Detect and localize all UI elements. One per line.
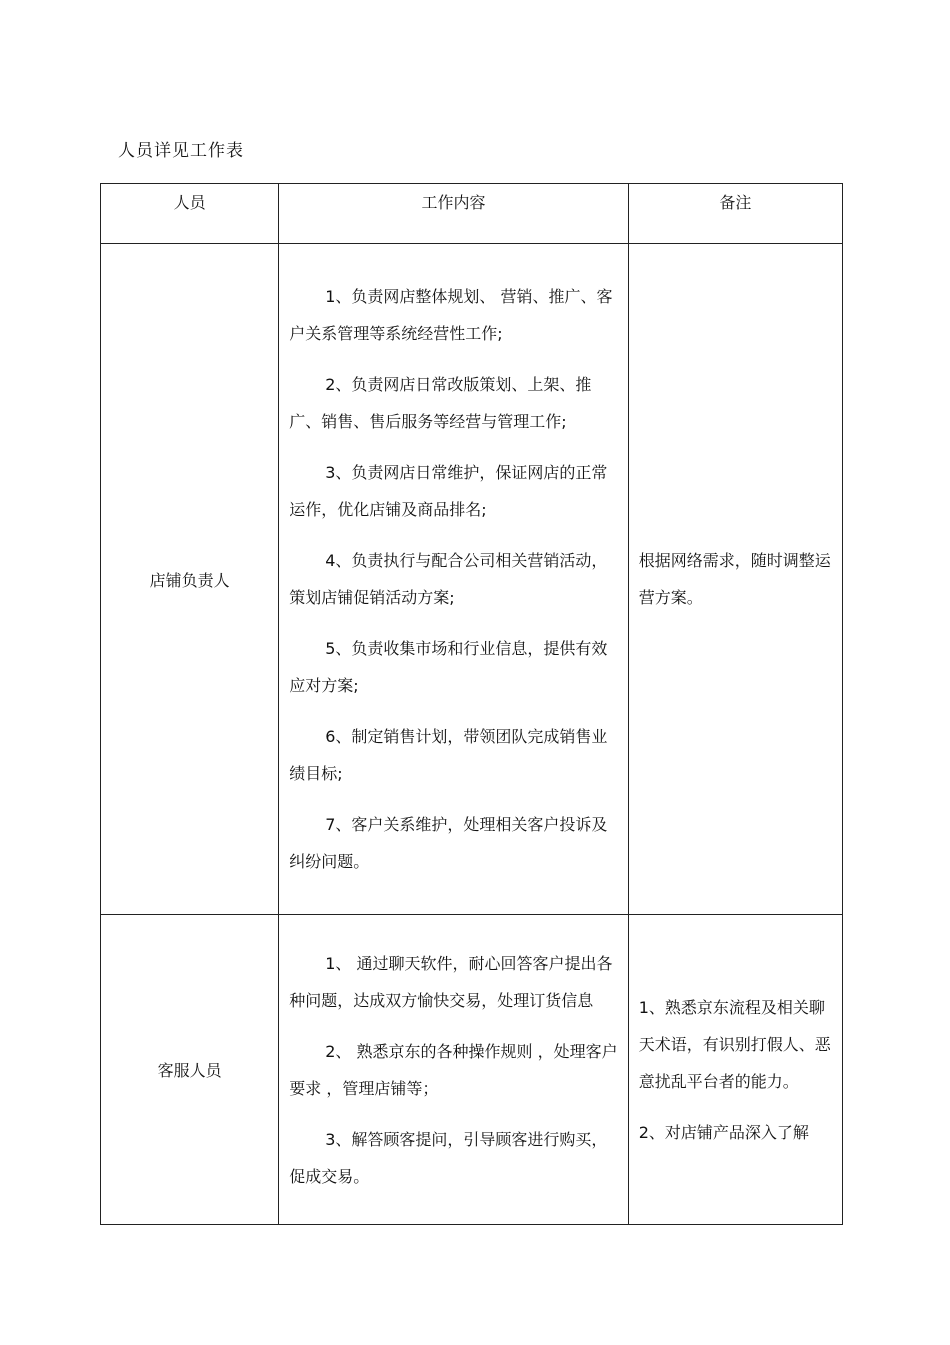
duty-item: 2、负责网店日常改版策划、上架、推广、销售、售后服务等经营与管理工作; (289, 375, 592, 431)
remark-item: 2、对店铺产品深入了解 (638, 1122, 809, 1142)
header-personnel: 人员 (101, 184, 279, 244)
remarks-cell (628, 244, 842, 915)
remark-item: 根据网络需求，随时调整运营方案。 (638, 551, 831, 607)
duty-item: 1、负责网店整体规划、 营销、推广、客户关系管理等系统经营性工作; (289, 287, 613, 343)
table-header-row (101, 184, 843, 244)
header-remarks: 备注 (628, 184, 842, 244)
remarks-cell (628, 915, 842, 1225)
remark-item: 1、熟悉京东流程及相关聊天术语，有识别打假人、恶意扰乱平台者的能力。 (638, 997, 831, 1091)
duty-item: 3、负责网店日常维护，保证网店的正常运作，优化店铺及商品排名; (289, 463, 608, 519)
duty-item: 2、 熟悉京东的各种操作规则 ，处理客户要求 ，管理店铺等； (289, 1041, 618, 1098)
header-work-content: 工作内容 (279, 184, 628, 244)
document-title: 人员详见工作表 (118, 141, 244, 161)
duty-item: 1、 通过聊天软件，耐心回答客户提出各种问题，达成双方愉快交易，处理订货信息 (289, 953, 613, 1010)
duty-item: 4、负责执行与配合公司相关营销活动，策划店铺促销活动方案; (289, 551, 608, 607)
duty-item: 5、负责收集市场和行业信息，提供有效应对方案; (289, 639, 608, 695)
duties-cell (279, 915, 628, 1225)
staff-work-table (100, 183, 843, 1225)
duty-item: 6、制定销售计划，带领团队完成销售业绩目标; (289, 727, 608, 783)
role-cell: 客服人员 (101, 915, 279, 1225)
role-cell: 店铺负责人 (101, 244, 279, 915)
table-row (101, 915, 843, 1225)
duties-cell (279, 244, 628, 915)
duty-item: 3、解答顾客提问，引导顾客进行购买，促成交易。 (289, 1129, 608, 1186)
table-row (101, 244, 843, 915)
duty-item: 7、客户关系维护，处理相关客户投诉及纠纷问题。 (289, 815, 608, 871)
